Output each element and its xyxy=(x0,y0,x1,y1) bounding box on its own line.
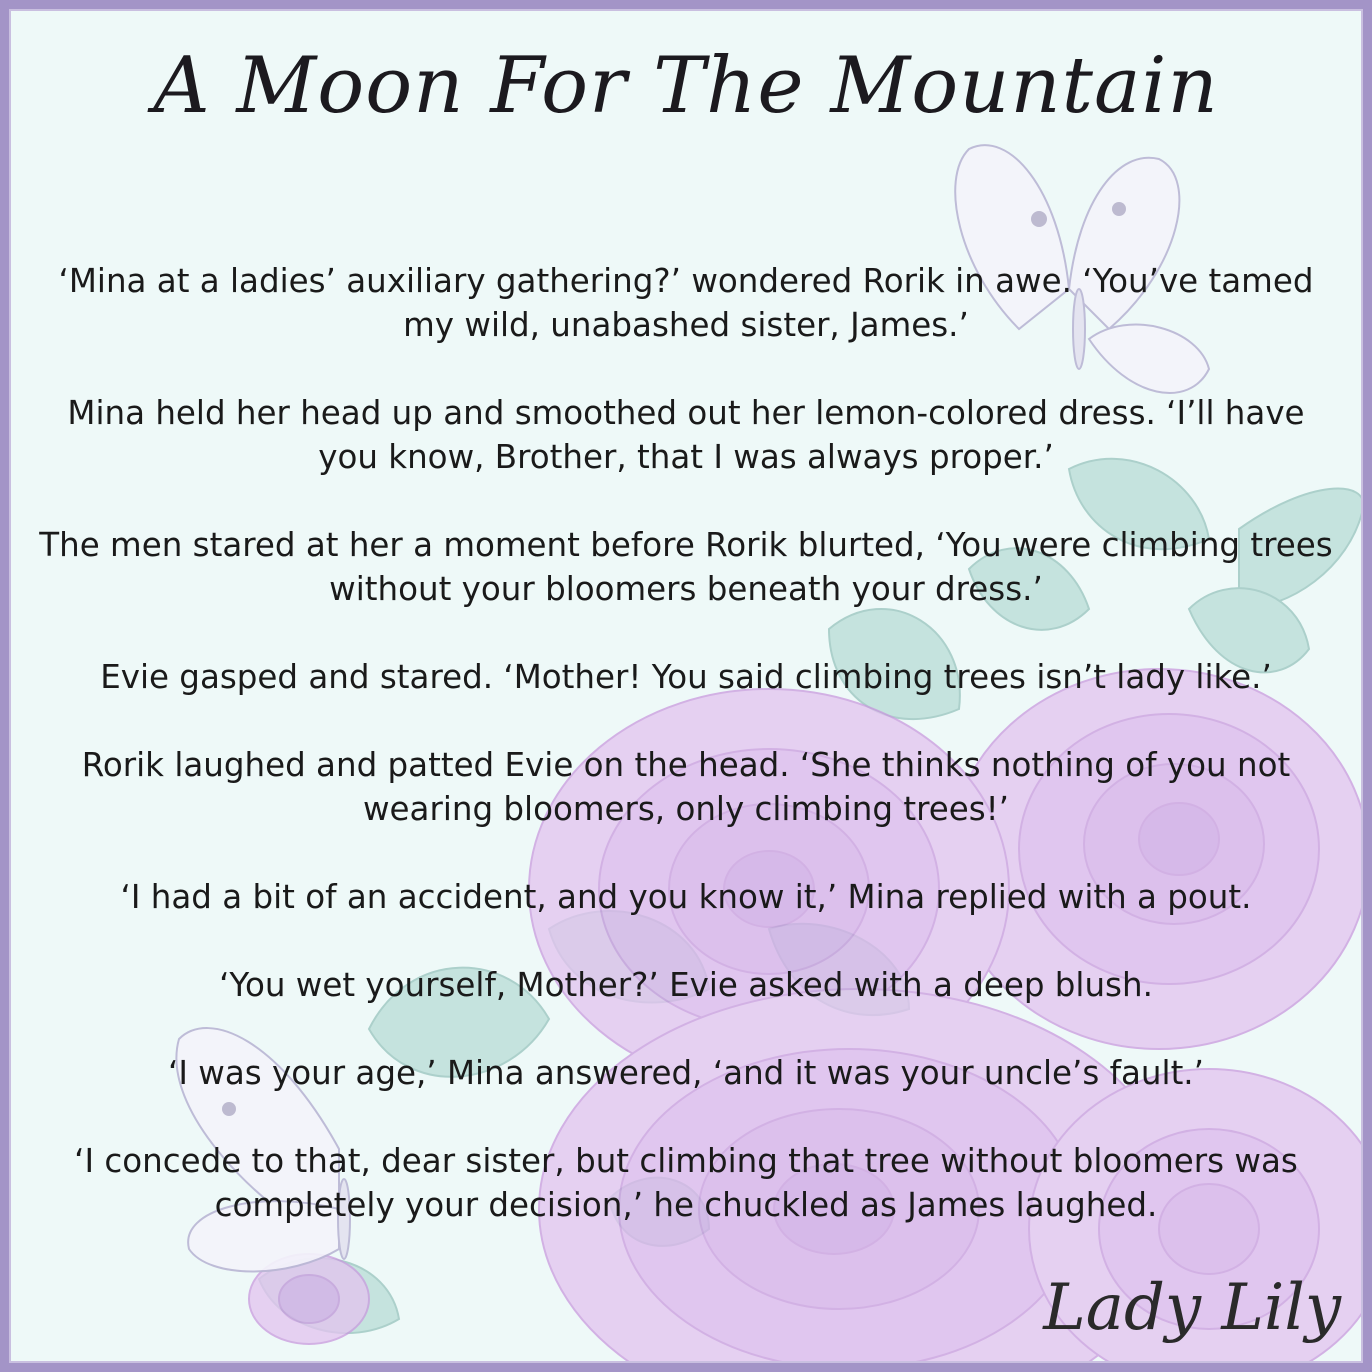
story-paragraph: ‘Mina at a ladies’ auxiliary gathering?’ wondered Rorik in awe. ‘You’ve tamed my wild, unabashed sister, James.’ xyxy=(58,262,1314,344)
story-paragraph: The men stared at her a moment before Rorik blurted, ‘You were climbing trees without your bloomers beneath your dress.’ xyxy=(39,526,1333,608)
author-signature: Lady Lily xyxy=(1043,1271,1341,1345)
story-paragraph: ‘I concede to that, dear sister, but climbing that tree without bloomers was completely your decision,’ he chuckled as James laughed. xyxy=(74,1142,1298,1224)
story-paragraph: ‘I was your age,’ Mina answered, ‘and it was your uncle’s fault.’ xyxy=(168,1054,1204,1092)
story-paragraph: ‘I had a bit of an accident, and you know it,’ Mina replied with a pout. xyxy=(120,878,1252,916)
story-paragraph: Rorik laughed and patted Evie on the head. ‘She thinks nothing of you not wearing bloomers, only climbing trees!’ xyxy=(81,746,1291,828)
story-text xyxy=(39,259,1333,1271)
page-title: A Moon For The Mountain xyxy=(153,41,1219,131)
story-paragraph: Mina held her head up and smoothed out her lemon-colored dress. ‘I’ll have you know, Brother, that I was always proper.’ xyxy=(67,394,1305,476)
story-paragraph: ‘You wet yourself, Mother?’ Evie asked with a deep blush. xyxy=(219,966,1153,1004)
story-paragraph: Evie gasped and stared. ‘Mother! You said climbing trees isn’t lady like.’ xyxy=(100,658,1272,696)
